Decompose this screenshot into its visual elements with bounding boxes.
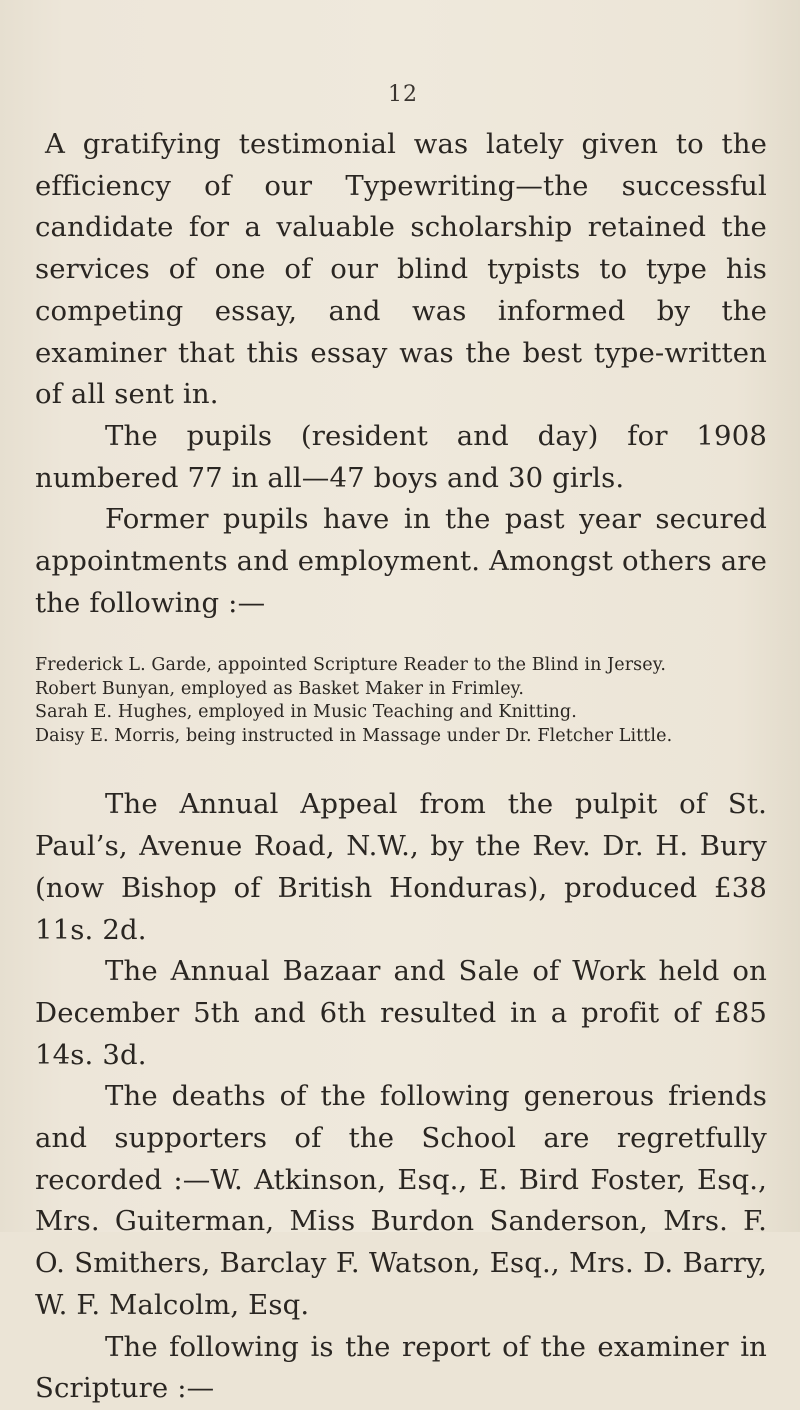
paragraph-annual-appeal: The Annual Appeal from the pulpit of St. Paul’s, Avenue Road, N.W., by the Rev. Dr. H. Bury (now Bishop of British Honduras), produced £38 11s. 2d.: [35, 788, 767, 946]
list-item: Sarah E. Hughes, employed in Music Teaching and Knitting.: [35, 702, 577, 723]
list-item: Robert Bunyan, employed as Basket Maker in Frimley.: [35, 678, 524, 699]
paragraph-former-pupils: Former pupils have in the past year secured appointments and employment. Amongst others are the following :—: [35, 503, 767, 619]
list-item: Frederick L. Garde, appointed Scripture Reader to the Blind in Jersey.: [35, 655, 667, 676]
paragraph-deaths: The deaths of the following generous friends and supporters of the School are regretfully recorded :—W. Atkinson, Esq., E. Bird Foster, Esq., Mrs. Guiterman, Miss Burdon Sanderson, Mrs. F. O. Smithers, Barclay F. Watson, Esq., Mrs. D. Barry, W. F. Malcolm, Esq.: [35, 1080, 767, 1321]
paragraph-scripture-report: The following is the report of the examiner in Scripture :—: [35, 1330, 767, 1405]
page-number: 12: [388, 82, 418, 107]
paragraph-annual-bazaar: The Annual Bazaar and Sale of Work held on December 5th and 6th resulted in a profit of £85 14s. 3d.: [35, 955, 767, 1071]
list-item: Daisy E. Morris, being instructed in Massage under Dr. Fletcher Little.: [35, 725, 673, 746]
paragraph-typewriting-testimonial: A gratifying testimonial was lately given to the efficiency of our Typewriting—the successful candidate for a valuable scholarship retained the services of one of our blind typists to type his competing essay, and was informed by the examiner that this essay was the best type-written of all sent in.: [35, 128, 767, 411]
paragraph-pupil-numbers: The pupils (resident and day) for 1908 numbered 77 in all—47 boys and 30 girls.: [35, 419, 767, 494]
appointments-list: [35, 654, 767, 748]
page-body: [35, 124, 767, 1410]
